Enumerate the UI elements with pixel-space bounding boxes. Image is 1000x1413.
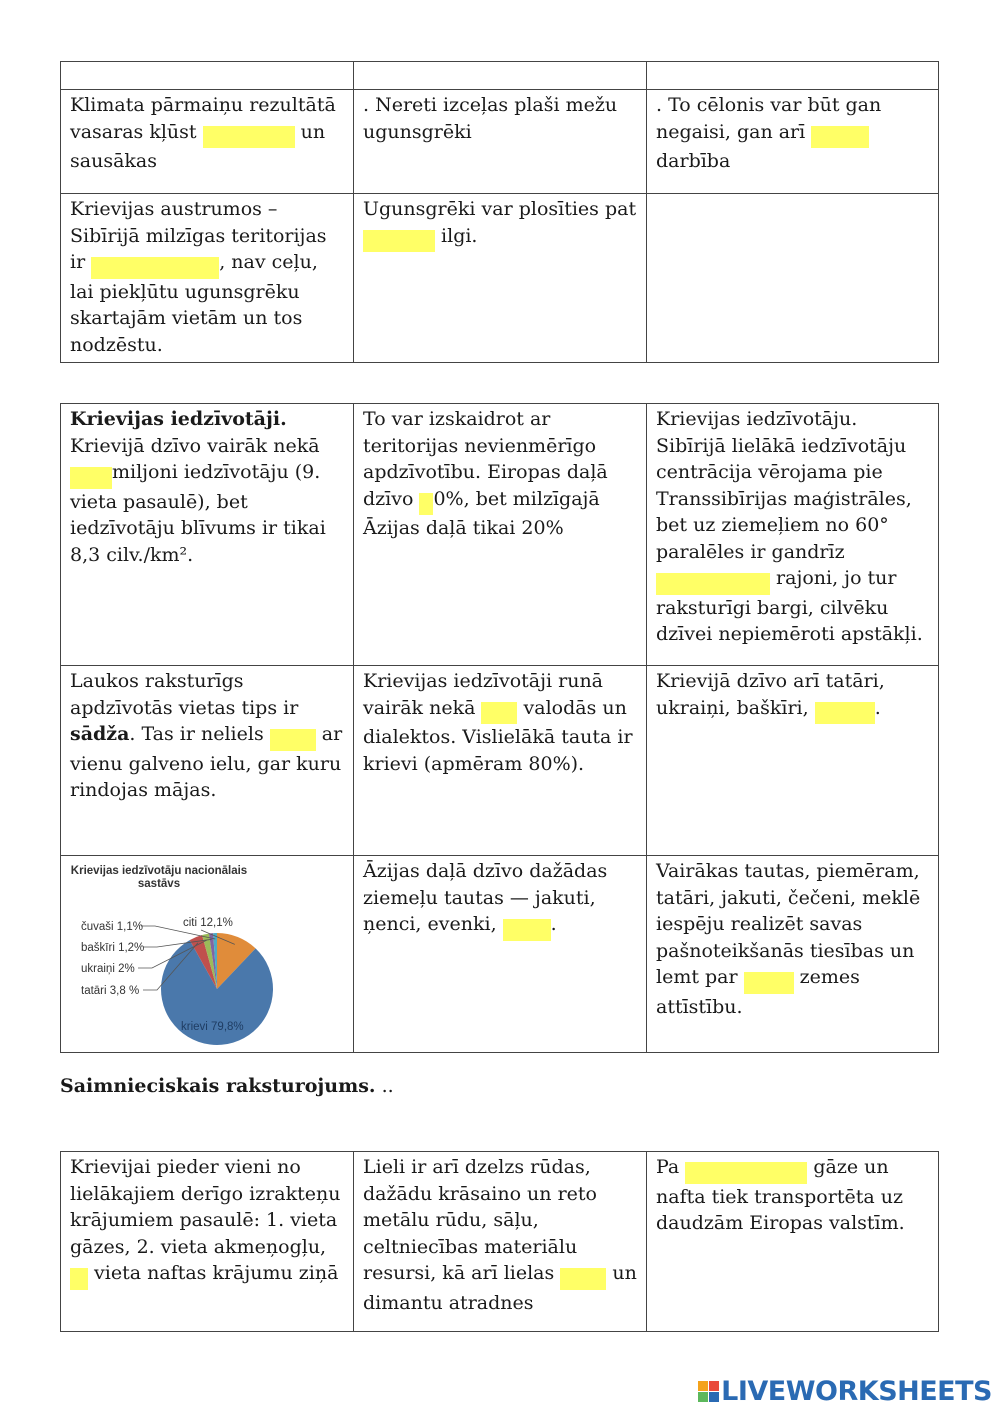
answer-input[interactable]	[419, 493, 433, 515]
cell-mineral-reserves: Krievijai pieder vieni no lielākajiem derīgo izrakteņu krājumiem pasaulē: 1. vieta gāzes, 2. vieta akmeņogļu, vieta naftas krājumu ziņā	[61, 1152, 354, 1332]
empty-cell	[647, 194, 939, 363]
answer-input[interactable]	[270, 729, 316, 751]
pie-label-čuvaši: čuvaši 1,1%	[81, 921, 144, 933]
chart-title-line2: sastāvs	[137, 878, 181, 890]
cell-nationalities: Krievijā dzīvo arī tatāri, ukraiņi, baškīri, .	[647, 666, 939, 856]
pie-chart-svg	[61, 856, 287, 1048]
empty-cell	[647, 62, 939, 90]
answer-input[interactable]	[91, 257, 219, 279]
bold-term: sādža	[70, 723, 130, 745]
cell-self-determination: Vairākas tautas, piemēram, tatāri, jakuti, čečeni, meklē iespēju realizēt savas pašnoteikšanās tiesības un lemt par zemes attīstību.	[647, 856, 939, 1053]
answer-input[interactable]	[70, 467, 112, 489]
pie-label-tatāri: tatāri 3,8 %	[81, 985, 140, 997]
table-climate	[60, 61, 939, 363]
cell-pie-chart	[61, 856, 354, 1053]
empty-cell	[354, 62, 647, 90]
answer-input[interactable]	[811, 126, 869, 148]
cell-northern-peoples: Āzijas daļā dzīvo dažādas ziemeļu tautas — jakuti, ņenci, evenki, .	[354, 856, 647, 1053]
cell-population: Krievijas iedzīvotāji. Krievijā dzīvo vairāk nekā miljoni iedzīvotāju (9. vieta pasaulē), bet iedzīvotāju blīvums ir tikai 8,3 cilv./km².	[61, 404, 354, 666]
pie-label-citi: citi 12,1%	[183, 917, 233, 929]
pie-label-ukraiņi: ukraiņi 2%	[81, 963, 135, 975]
logo-icon	[698, 1381, 719, 1402]
cell-heading: Krievijas iedzīvotāji.	[70, 408, 287, 430]
empty-cell	[61, 62, 354, 90]
answer-input[interactable]	[685, 1162, 807, 1184]
pie-label-baškīri: baškīri 1,2%	[81, 942, 145, 954]
answer-input[interactable]	[744, 972, 794, 994]
answer-input[interactable]	[363, 230, 435, 252]
pie-label-krievi: krievi 79,8%	[181, 1021, 244, 1033]
answer-input[interactable]	[815, 702, 875, 724]
table-economy	[60, 1151, 939, 1332]
cell-siberia-territory: Krievijas austrumos – Sibīrijā milzīgas teritorijas ir , nav ceļu, lai piekļūtu ugunsgrēku skartajām vietām un tos nodzēstu.	[61, 194, 354, 363]
answer-input[interactable]	[203, 126, 295, 148]
liveworksheets-logo	[698, 1376, 992, 1407]
table-row	[61, 1152, 939, 1332]
cell-distribution: To var izskaidrot ar teritorijas nevienmērīgo apdzīvotību. Eiropas daļā dzīvo 0%, bet milzīgajā Āzijas daļā tikai 20%	[354, 404, 647, 666]
cell-fire-duration: Ugunsgrēki var plosīties pat ilgi.	[354, 194, 647, 363]
table-row	[61, 90, 939, 194]
cell-climate-change: Klimata pārmaiņu rezultātā vasaras kļūst un sausākas	[61, 90, 354, 194]
cell-fire-cause: . To cēlonis var būt gan negaisi, gan arī darbība	[647, 90, 939, 194]
cell-settlement: Laukos raksturīgs apdzīvotās vietas tips ir sādža. Tas ir neliels ar vienu galveno ielu, gar kuru rindojas mājas.	[61, 666, 354, 856]
table-row	[61, 666, 939, 856]
cell-transport: Pa gāze un nafta tiek transportēta uz daudzām Eiropas valstīm.	[647, 1152, 939, 1332]
cell-siberia-population: Krievijas iedzīvotāju. Sibīrijā lielākā iedzīvotāju centrācija vērojama pie Transsibīrijas maģistrāles, bet uz ziemeļiem no 60° paralēles ir gandrīz rajoni, jo tur raksturīgi bargi, cilvēku dzīvei nepiemēroti apstākļi.	[647, 404, 939, 666]
section-heading: Saimnieciskais raksturojums. ..	[60, 1075, 394, 1097]
logo-text: LIVEWORKSHEETS	[721, 1376, 992, 1407]
cell-languages: Krievijas iedzīvotāji runā vairāk nekā valodās un dialektos. Vislielākā tauta ir krievi (apmēram 80%).	[354, 666, 647, 856]
answer-input[interactable]	[503, 919, 551, 941]
answer-input[interactable]	[560, 1268, 606, 1290]
chart-title-line1: Krievijas iedzīvotāju nacionālais	[70, 865, 248, 877]
answer-input[interactable]	[481, 702, 517, 724]
cell-ore-resources: Lieli ir arī dzelzs rūdas, dažādu krāsaino un reto metālu rūdu, sāļu, celtniecības materiālu resursi, kā arī lielas un dimantu atradnes	[354, 1152, 647, 1332]
answer-input[interactable]	[70, 1268, 88, 1290]
table-row	[61, 62, 939, 90]
pie-chart	[61, 856, 287, 1048]
table-row	[61, 404, 939, 666]
answer-input[interactable]	[656, 573, 770, 595]
table-population	[60, 403, 939, 1053]
table-row	[61, 856, 939, 1053]
cell-forest-fires: . Nereti izceļas plaši mežu ugunsgrēki	[354, 90, 647, 194]
table-row	[61, 194, 939, 363]
